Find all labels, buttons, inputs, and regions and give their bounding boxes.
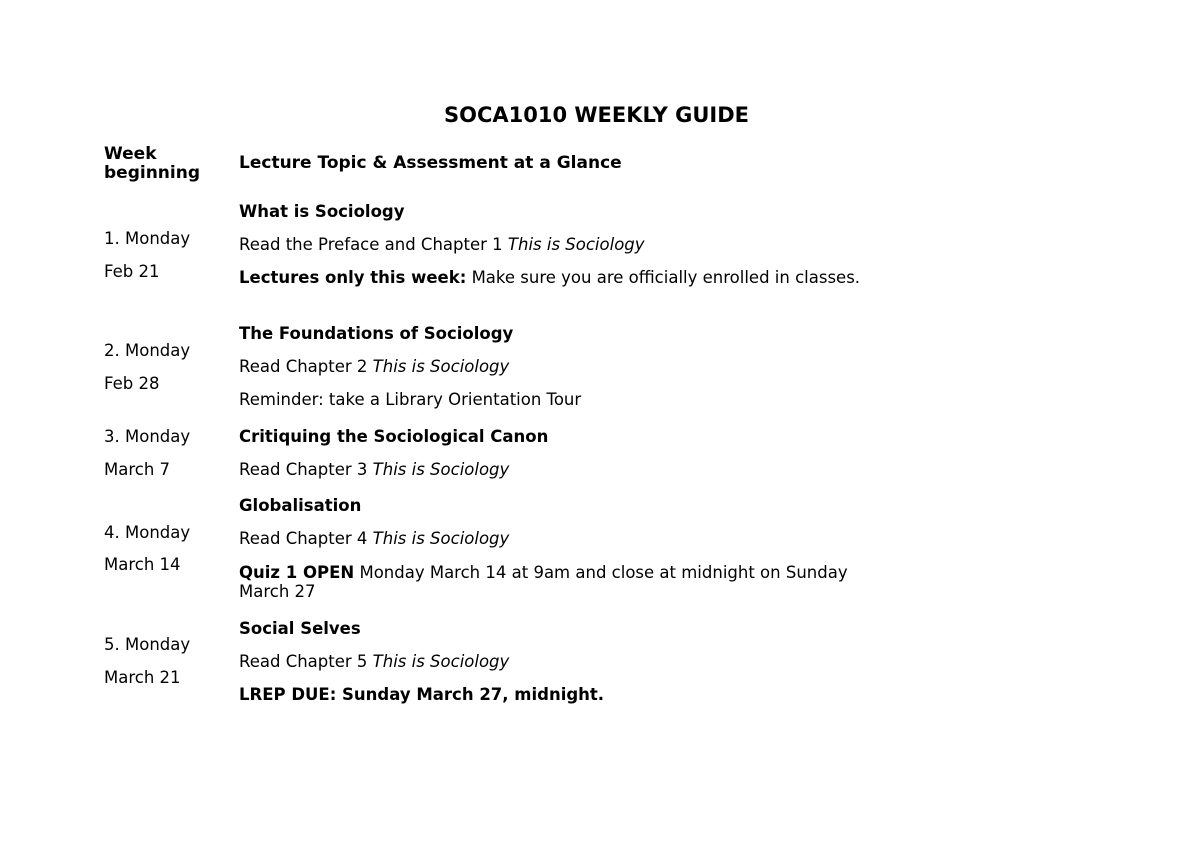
week2-note: Reminder: take a Library Orientation Tour bbox=[239, 390, 582, 409]
week2-reading-prefix: Read Chapter 2 bbox=[239, 357, 368, 376]
week4-book-title: This is Sociology bbox=[372, 529, 510, 548]
week2-day: 2. Monday bbox=[104, 341, 191, 360]
week1-topic: What is Sociology bbox=[239, 202, 405, 221]
week4-note bbox=[239, 563, 879, 601]
week3-day: 3. Monday bbox=[104, 427, 191, 446]
week5-reading bbox=[239, 652, 509, 671]
week2-book-title: This is Sociology bbox=[372, 357, 510, 376]
week1-reading bbox=[239, 235, 645, 254]
week1-reading-prefix: Read the Preface and Chapter 1 bbox=[239, 235, 503, 254]
week3-reading bbox=[239, 460, 509, 479]
week-column-header: Week beginning bbox=[104, 144, 200, 183]
week4-reading-prefix: Read Chapter 4 bbox=[239, 529, 368, 548]
week5-note: LREP DUE: Sunday March 27, midnight. bbox=[239, 685, 605, 704]
week1-note-bold: Lectures only this week: bbox=[239, 268, 467, 287]
week4-date: March 14 bbox=[104, 555, 181, 574]
week2-topic: The Foundations of Sociology bbox=[239, 324, 514, 343]
week4-note-text: Monday March 14 at 9am and close at midnight on Sunday March 27 bbox=[239, 563, 848, 601]
topic-column-header: Lecture Topic & Assessment at a Glance bbox=[239, 153, 622, 173]
week4-note-bold: Quiz 1 OPEN bbox=[239, 563, 355, 582]
week1-date: Feb 21 bbox=[104, 262, 160, 281]
week5-day: 5. Monday bbox=[104, 635, 191, 654]
week3-book-title: This is Sociology bbox=[372, 460, 510, 479]
week1-day: 1. Monday bbox=[104, 229, 191, 248]
week1-book-title: This is Sociology bbox=[507, 235, 645, 254]
week3-topic: Critiquing the Sociological Canon bbox=[239, 427, 549, 446]
week3-reading-prefix: Read Chapter 3 bbox=[239, 460, 368, 479]
week1-note-text: Make sure you are officially enrolled in classes. bbox=[471, 268, 861, 287]
week3-date: March 7 bbox=[104, 460, 171, 479]
week5-topic: Social Selves bbox=[239, 619, 361, 638]
week5-book-title: This is Sociology bbox=[372, 652, 510, 671]
week4-topic: Globalisation bbox=[239, 496, 362, 515]
week5-reading-prefix: Read Chapter 5 bbox=[239, 652, 368, 671]
week4-day: 4. Monday bbox=[104, 523, 191, 542]
page-title: SOCA1010 WEEKLY GUIDE bbox=[443, 103, 750, 127]
week5-date: March 21 bbox=[104, 668, 181, 687]
week2-reading bbox=[239, 357, 509, 376]
week2-date: Feb 28 bbox=[104, 374, 160, 393]
week1-note bbox=[239, 268, 879, 287]
week4-reading bbox=[239, 529, 509, 548]
